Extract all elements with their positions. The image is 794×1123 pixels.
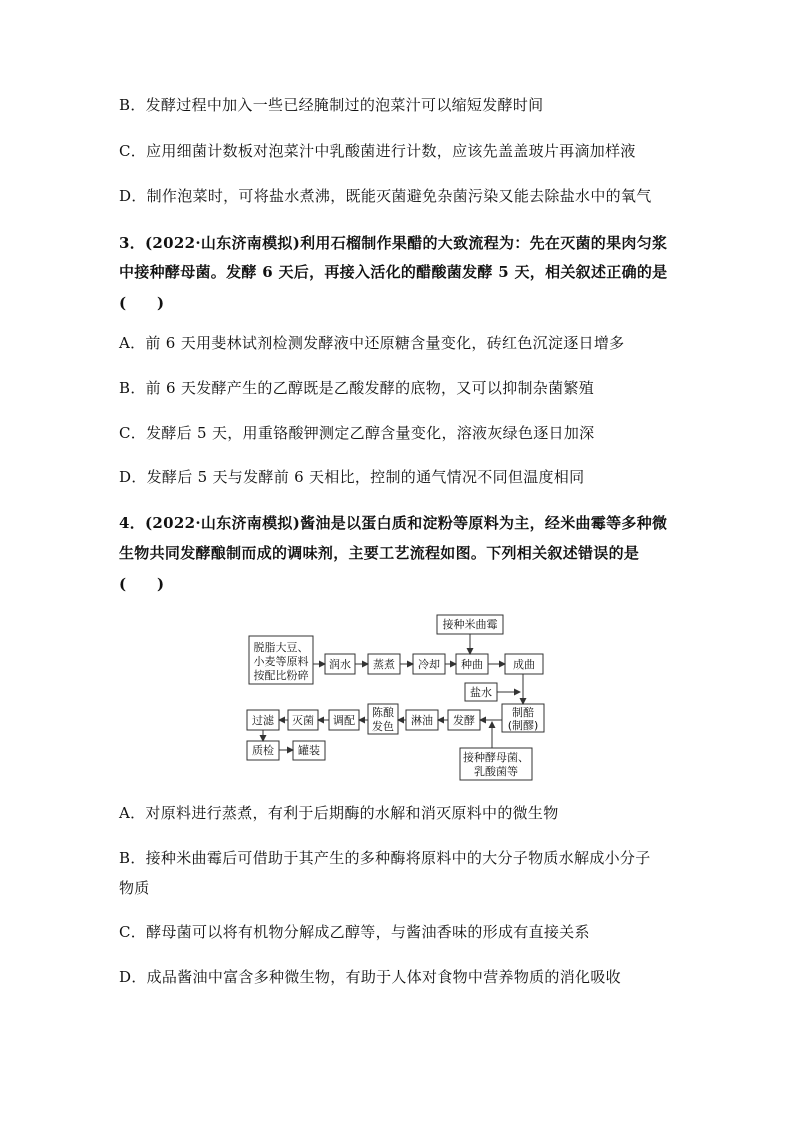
q2-option-c: C．应用细菌计数板对泡菜汁中乳酸菌进行计数，应该先盖盖玻片再滴加样液 (119, 142, 636, 160)
label-miejun: 灭菌 (292, 714, 314, 727)
label-zhilao-l2: (制醪) (507, 719, 539, 732)
q4-stem-line2: 生物共同发酵酿制而成的调味剂，主要工艺流程如图。下列相关叙述错误的是 (119, 544, 640, 562)
label-chenniang-l1: 陈酿 (372, 706, 394, 719)
label-guolv: 过滤 (252, 714, 274, 727)
label-zhijian: 质检 (252, 744, 274, 757)
label-jmj-l2: 乳酸菌等 (474, 765, 518, 778)
label-jiezhong-mqm: 接种米曲霉 (442, 618, 498, 631)
q4-option-b-line1: B．接种米曲霉后可借助于其产生的多种酶将原料中的大分子物质水解成小分子 (119, 849, 651, 867)
label-raw-l2: 小麦等原料 (253, 655, 309, 668)
q4-stem-line1: 4．(2022·山东济南模拟)酱油是以蛋白质和淀粉等原料为主，经米曲霉等多种微 (119, 514, 668, 532)
label-yanshui: 盐水 (470, 686, 492, 699)
q4-option-c: C．酵母菌可以将有机物分解成乙醇等，与酱油香味的形成有直接关系 (119, 923, 590, 941)
label-chengqu: 成曲 (513, 658, 535, 671)
label-zhengzhu: 蒸煮 (373, 658, 395, 671)
q3-stem-line2: 中接种酵母菌。发酵 6 天后，再接入活化的醋酸菌发酵 5 天，相关叙述正确的是 (119, 263, 668, 281)
label-linyou: 淋油 (411, 714, 433, 727)
label-guanzhuang: 罐装 (298, 744, 320, 757)
label-tiaopei: 调配 (333, 714, 355, 727)
label-raw-l1: 脱脂大豆、 (253, 641, 309, 654)
q4-option-b-line2: 物质 (119, 879, 150, 897)
q3-stem-line1: 3．(2022·山东济南模拟)利用石榴制作果醋的大致流程为：先在灭菌的果肉匀浆 (119, 234, 668, 252)
label-fajiao: 发酵 (453, 714, 475, 727)
q4-option-a: A．对原料进行蒸煮，有利于后期酶的水解和消灭原料中的微生物 (119, 804, 559, 822)
label-raw-l3: 按配比粉碎 (253, 669, 309, 682)
q3-stem-line3: ( ) (119, 294, 165, 312)
label-runshui: 润水 (329, 658, 351, 671)
label-zhilao-l1: 制醅 (512, 706, 534, 719)
q4-option-d: D．成品酱油中富含多种微生物，有助于人体对食物中营养物质的消化吸收 (119, 968, 621, 986)
q3-option-c: C．发酵后 5 天，用重铬酸钾测定乙醇含量变化，溶液灰绿色逐日加深 (119, 424, 595, 442)
q4-stem-line3: ( ) (119, 575, 165, 593)
label-lengque: 冷却 (418, 658, 440, 671)
q2-option-d: D．制作泡菜时，可将盐水煮沸，既能灭菌避免杂菌污染又能去除盐水中的氧气 (119, 187, 652, 205)
q3-option-b: B．前 6 天发酵产生的乙醇既是乙酸发酵的底物，又可以抑制杂菌繁殖 (119, 379, 595, 397)
label-jmj-l1: 接种酵母菌、 (463, 751, 529, 764)
label-chenniang-l2: 发色 (372, 720, 394, 733)
q2-option-b: B．发酵过程中加入一些已经腌制过的泡菜汁可以缩短发酵时间 (119, 96, 544, 114)
q3-option-d: D．发酵后 5 天与发酵前 6 天相比，控制的通气情况不同但温度相同 (119, 468, 585, 486)
label-zhongqu: 种曲 (461, 658, 483, 671)
q3-option-a: A．前 6 天用斐林试剂检测发酵液中还原糖含量变化，砖红色沉淀逐日增多 (119, 334, 625, 352)
